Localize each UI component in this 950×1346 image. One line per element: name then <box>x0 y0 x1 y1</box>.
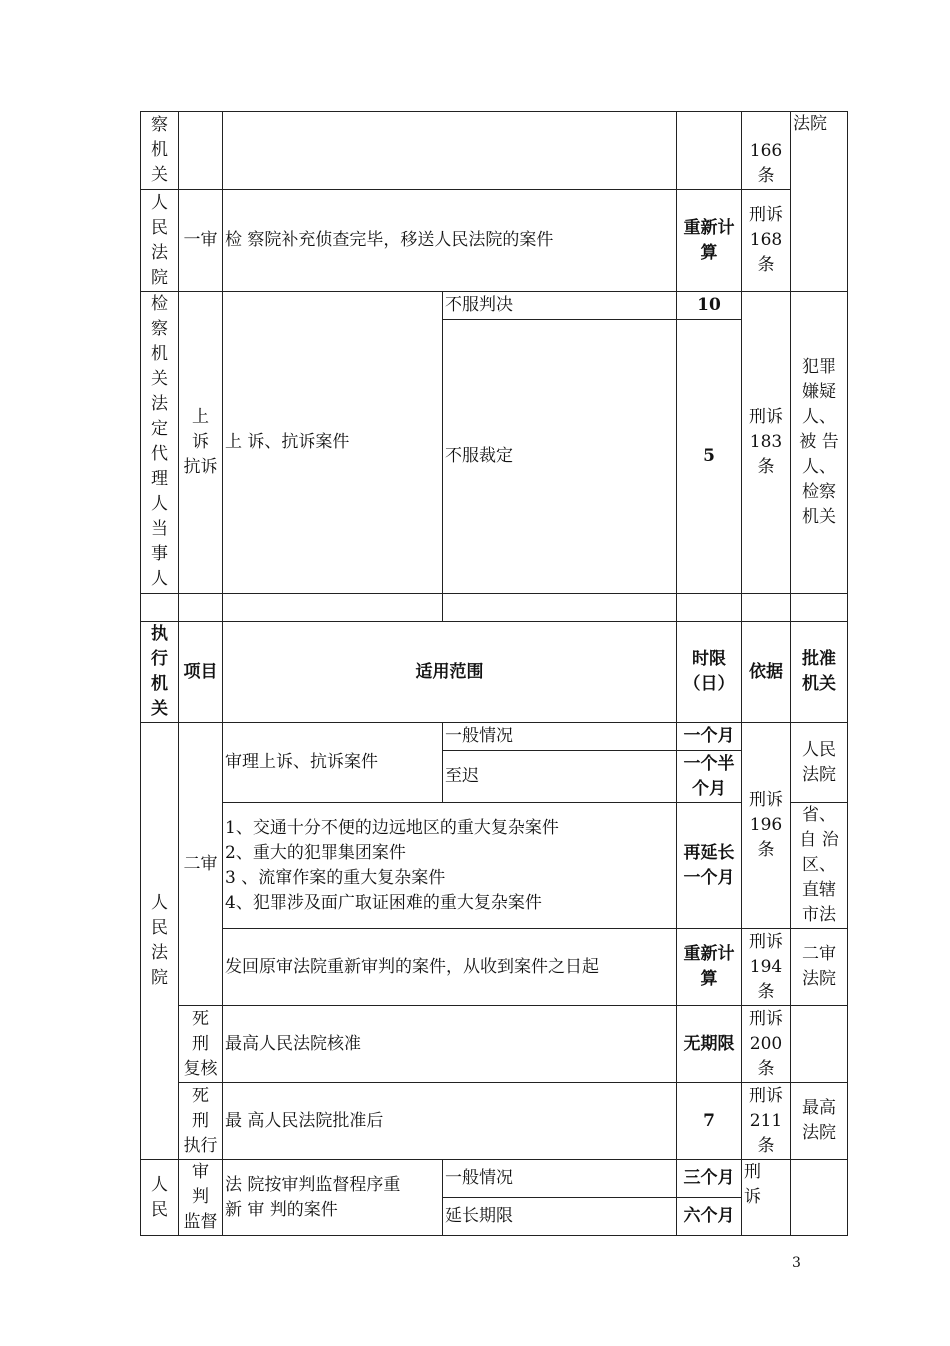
table-row <box>141 1083 848 1160</box>
cell-item: 死 刑 执行 <box>179 1083 223 1160</box>
cell-basis: 刑诉 194 条 <box>742 929 791 1006</box>
cell-limit: 重新计 算 <box>677 929 742 1006</box>
cell-approver: 犯罪 嫌疑 人、 被 告 人、 检察 机关 <box>791 292 848 594</box>
cell-agency: 检察机关法定代理人当事人 <box>151 294 168 589</box>
header-item: 项目 <box>179 622 223 723</box>
cell-scope: 法 院按审判监督程序重 新 审 判的案件 <box>223 1160 443 1236</box>
cell-agency: 人 民 <box>141 1160 179 1236</box>
cell-agency: 察机关 <box>151 115 168 185</box>
time-limit-table <box>140 111 848 1236</box>
cell-limit: 无期限 <box>677 1006 742 1083</box>
cell-item: 死 刑 复核 <box>179 1006 223 1083</box>
cell-basis: 刑诉 183 条 <box>742 292 791 594</box>
table-row <box>141 929 848 1006</box>
cell-basis: 刑诉 200 条 <box>742 1006 791 1083</box>
cell-item: 审 判 监督 <box>179 1160 223 1236</box>
cell-approver: 最高 法院 <box>791 1083 848 1160</box>
cell-scope: 发回原审法院重新审判的案件，从收到案件之日起 <box>223 929 677 1006</box>
cell-agency: 人民法院 <box>151 893 168 988</box>
header-agency: 执行机关 <box>151 624 168 719</box>
table-row <box>141 112 848 190</box>
cell-scope: 1、交通十分不便的边远地区的重大复杂案件 2、重大的犯罪集团案件 3 、流窜作案的重大复杂案件 4、犯罪涉及面广取证困难的重大复杂案件 <box>223 803 677 929</box>
cell-item: 一审 <box>179 190 223 292</box>
page-number: 3 <box>792 1255 801 1271</box>
cell-sub-scope: 一般情况 <box>443 723 677 751</box>
cell-limit: 六个月 <box>677 1198 742 1236</box>
cell-scope: 审理上诉、抗诉案件 <box>223 723 443 803</box>
cell-limit: 10 <box>677 292 742 320</box>
header-approver: 批准 机关 <box>791 622 848 723</box>
table-row <box>141 1160 848 1198</box>
table-row <box>141 190 848 292</box>
cell-limit: 7 <box>677 1083 742 1160</box>
header-scope: 适用范围 <box>223 622 677 723</box>
header-row <box>141 622 848 723</box>
cell-limit: 再延长 一个月 <box>677 803 742 929</box>
cell-basis: 刑诉 196 条 <box>742 723 791 929</box>
cell-sub-scope: 不服裁定 <box>443 320 677 594</box>
cell-sub-scope: 不服判决 <box>443 292 677 320</box>
cell-approver: 法院 <box>791 112 848 292</box>
table-row <box>141 292 848 320</box>
table-row <box>141 1006 848 1083</box>
cell-limit: 5 <box>677 320 742 594</box>
header-basis: 依据 <box>742 622 791 723</box>
cell-limit: 一个月 <box>677 723 742 751</box>
cell-sub-scope: 至迟 <box>443 751 677 803</box>
cell-scope: 最高人民法院核准 <box>223 1006 677 1083</box>
cell-basis: 刑 诉 <box>742 1160 791 1236</box>
cell-item: 二审 <box>179 723 223 1006</box>
cell-sub-scope: 延长期限 <box>443 1198 677 1236</box>
cell-limit: 重新计 算 <box>677 190 742 292</box>
cell-sub-scope: 一般情况 <box>443 1160 677 1198</box>
cell-approver: 省、 自 治 区、 直辖 市法 <box>791 803 848 929</box>
table-row <box>141 803 848 929</box>
header-limit: 时限 （日） <box>677 622 742 723</box>
cell-basis: 166 条 <box>742 112 791 190</box>
cell-agency: 人民法院 <box>151 192 168 288</box>
cell-limit: 一个半 个月 <box>677 751 742 803</box>
cell-item: 上 诉 抗诉 <box>179 292 223 594</box>
cell-scope: 最 高人民法院批准后 <box>223 1083 677 1160</box>
cell-approver: 人民 法院 <box>791 723 848 803</box>
cell-limit: 三个月 <box>677 1160 742 1198</box>
cell-approver: 二审 法院 <box>791 929 848 1006</box>
spacer-row <box>141 594 848 622</box>
cell-basis: 刑诉 211 条 <box>742 1083 791 1160</box>
table-row <box>141 723 848 751</box>
cell-scope: 上 诉、抗诉案件 <box>223 292 443 594</box>
cell-scope: 检 察院补充侦查完毕，移送人民法院的案件 <box>223 190 677 292</box>
cell-basis: 刑诉 168 条 <box>742 190 791 292</box>
